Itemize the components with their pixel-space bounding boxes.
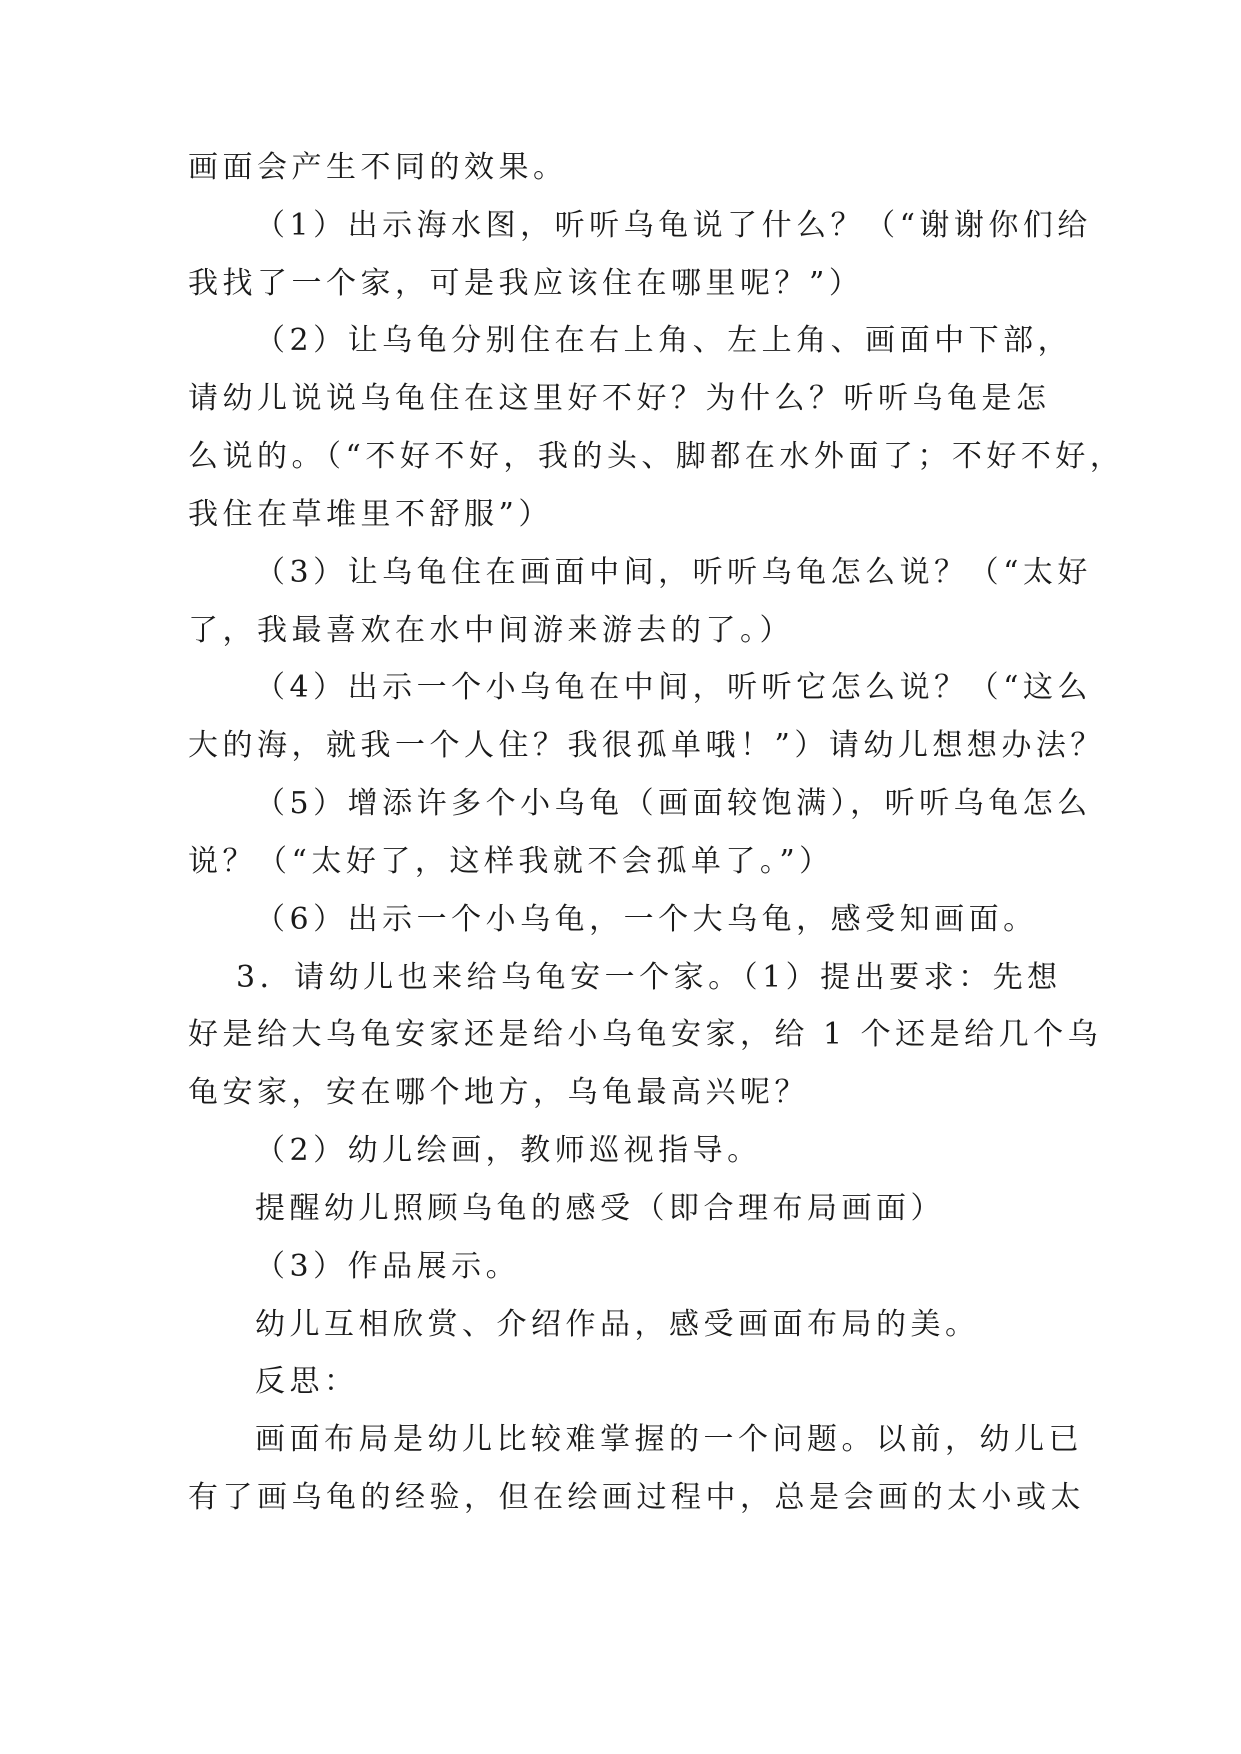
text-line-3: 我找了一个家，可是我应该住在哪里呢？”）	[188, 266, 864, 301]
text-line-1: 画面会产生不同的效果。	[188, 150, 568, 185]
text-line-13: 说？（“太好了，这样我就不会孤单了。”）	[188, 844, 834, 879]
text-line-2: （1）出示海水图，听听乌龟说了什么？（“谢谢你们给	[255, 208, 1092, 243]
text-line-23: 画面布局是幼儿比较难掌握的一个问题。以前，幼儿已	[255, 1422, 1083, 1457]
text-line-19: 提醒幼儿照顾乌龟的感受（即合理布局画面）	[255, 1191, 945, 1226]
text-line-10: （4）出示一个小乌龟在中间，听听它怎么说？（“这么	[255, 670, 1092, 705]
text-line-20: （3）作品展示。	[255, 1249, 521, 1284]
text-line-24: 有了画乌龟的经验，但在绘画过程中，总是会画的太小或太	[188, 1480, 1085, 1515]
text-line-17: 龟安家，安在哪个地方，乌龟最高兴呢？	[188, 1075, 809, 1110]
text-line-6: 么说的。（“不好不好，我的头、脚都在水外面了；不好不好，	[188, 439, 1125, 474]
text-line-16: 好是给大乌龟安家还是给小乌龟安家，给 1 个还是给几个乌	[188, 1017, 1103, 1052]
text-line-11: 大的海，就我一个人住？我很孤单哦！”）请幼儿想想办法？	[188, 728, 1105, 763]
text-line-12: （5）增添许多个小乌龟（画面较饱满），听听乌龟怎么	[255, 786, 1092, 821]
text-line-4: （2）让乌龟分别住在右上角、左上角、画面中下部，	[255, 323, 1073, 358]
text-line-18: （2）幼儿绘画，教师巡视指导。	[255, 1133, 762, 1168]
text-line-14: （6）出示一个小乌龟，一个大乌龟，感受知画面。	[255, 902, 1038, 937]
text-line-7: 我住在草堆里不舒服”）	[188, 497, 553, 532]
text-line-8: （3）让乌龟住在画面中间，听听乌龟怎么说？（“太好	[255, 555, 1092, 590]
text-line-21: 幼儿互相欣赏、介绍作品，感受画面布局的美。	[255, 1307, 980, 1342]
text-line-15: 3．请幼儿也来给乌龟安一个家。（1）提出要求：先想	[236, 960, 1062, 995]
text-line-9: 了，我最喜欢在水中间游来游去的了。）	[188, 613, 794, 648]
text-line-22: 反思：	[255, 1364, 359, 1399]
text-line-5: 请幼儿说说乌龟住在这里好不好？为什么？听听乌龟是怎	[188, 381, 1051, 416]
